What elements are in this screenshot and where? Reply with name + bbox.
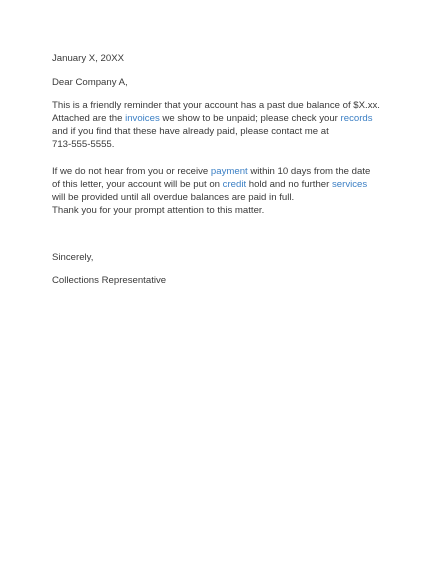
paragraph2-line1 [52, 165, 370, 178]
letter-salutation: Dear Company A, [52, 77, 128, 88]
paragraph1-line4: 713-555-5555. [52, 139, 115, 150]
paragraph2-line2-text-a: of this letter, your account will be put on [52, 179, 223, 190]
paragraph2-line2-text-b: hold and no further [246, 179, 332, 190]
paragraph2-line2 [52, 178, 367, 191]
invoices-link[interactable]: invoices [125, 113, 160, 124]
letter-signature: Collections Representative [52, 275, 167, 286]
paragraph1-line3: and if you find that these have already paid, please contact me at [52, 126, 329, 137]
paragraph1-line2-text-a: Attached are the [52, 113, 126, 124]
credit-link[interactable]: credit [222, 179, 247, 190]
paragraph1-line1: This is a friendly reminder that your account has a past due balance of $X.xx. [52, 100, 380, 111]
records-link[interactable]: records [340, 113, 373, 124]
payment-link[interactable]: payment [210, 166, 248, 177]
services-link[interactable]: services [332, 179, 368, 190]
paragraph2-line1-text-b: within 10 days from the date [247, 166, 371, 177]
paragraph2-line1-text-a: If we do not hear from you or receive [52, 166, 211, 177]
paragraph1-line2-text-b: we show to be unpaid; please check your [159, 113, 341, 124]
letter-closing: Sincerely, [52, 252, 94, 263]
paragraph1-line2 [52, 112, 373, 125]
paragraph2-line4: Thank you for your prompt attention to this matter. [52, 205, 265, 216]
letter-date: January X, 20XX [52, 53, 124, 64]
paragraph2-line3: will be provided until all overdue balances are paid in full. [52, 192, 295, 203]
